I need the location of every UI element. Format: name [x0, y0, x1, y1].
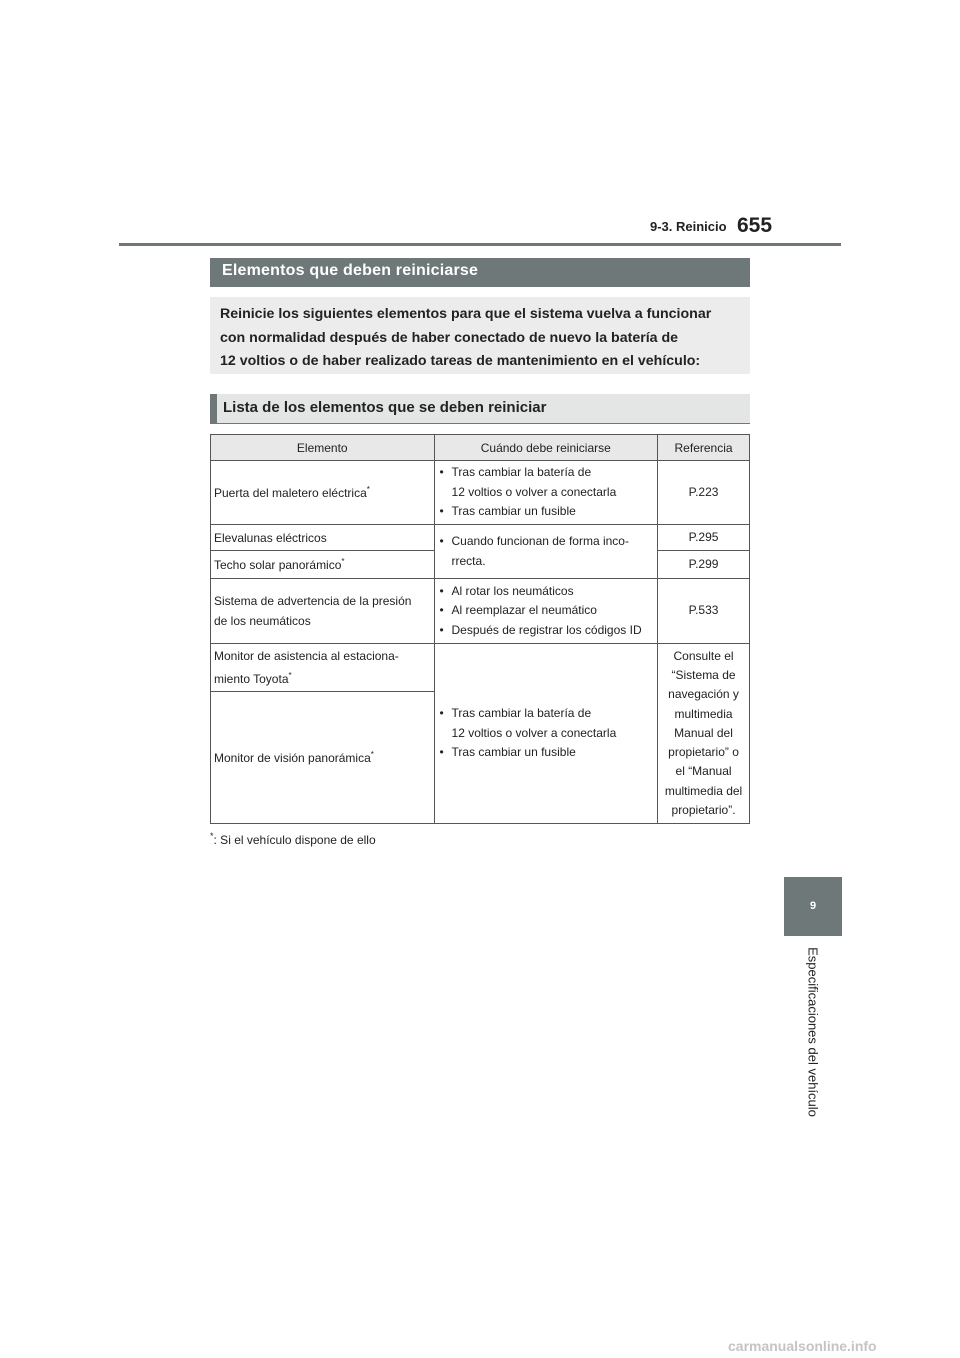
- asterisk-mark: *: [288, 670, 292, 680]
- asterisk-mark: *: [341, 556, 345, 566]
- asterisk-mark: *: [210, 831, 214, 841]
- element-name: Puerta del maletero eléctrica: [214, 485, 367, 500]
- reference-line: Manual del: [674, 725, 733, 740]
- list-item: [440, 463, 658, 502]
- element-name: Monitor de asistencia al estaciona-: [214, 648, 399, 663]
- element-name: miento Toyota: [214, 671, 289, 686]
- element-name: de los neumáticos: [214, 614, 311, 628]
- reference-line: navegación y: [668, 687, 739, 702]
- reference-line: propietario” o: [668, 745, 739, 760]
- element-cell: [211, 692, 435, 824]
- reference-cell: P.299: [658, 551, 750, 579]
- watermark: carmanualsonline.info: [728, 1338, 877, 1354]
- subsection-accent-bar: [210, 394, 217, 423]
- chapter-tab[interactable]: 9: [784, 877, 842, 936]
- bullet-line: Tras cambiar un fusible: [451, 504, 576, 519]
- element-cell: [211, 579, 435, 644]
- when-cell: [434, 644, 658, 824]
- element-name: Monitor de visión panorámica: [214, 750, 371, 765]
- table-header-row: [211, 435, 750, 461]
- when-cell: [434, 525, 658, 579]
- column-header-element: Elemento: [211, 435, 435, 461]
- reference-cell: P.533: [658, 579, 750, 644]
- table-row: [211, 461, 750, 525]
- reference-cell: [658, 644, 750, 824]
- element-name: Sistema de advertencia de la presión: [214, 594, 412, 608]
- element-cell: [211, 551, 435, 579]
- table-row: [211, 644, 750, 692]
- bullet-line: Tras cambiar la batería de: [451, 706, 592, 721]
- intro-line: 12 voltios o de haber realizado tareas de mantenimiento en el vehículo:: [220, 353, 701, 369]
- list-item: [440, 601, 658, 620]
- intro-line: con normalidad después de haber conectado de nuevo la batería de: [220, 329, 679, 346]
- reference-line: “Sistema de: [671, 668, 736, 683]
- when-cell: [434, 579, 658, 644]
- footnote-text: : Si el vehículo dispone de ello: [213, 833, 376, 847]
- table-row: [211, 525, 750, 551]
- element-name: Techo solar panorámico: [214, 557, 342, 572]
- list-item: [440, 621, 658, 640]
- section-label: 9-3. Reinicio: [650, 219, 727, 234]
- reset-items-table: [210, 434, 750, 824]
- bullet-line: Tras cambiar un fusible: [451, 745, 576, 760]
- reference-cell: P.223: [658, 461, 750, 525]
- bullet-line: 12 voltios o volver a conectarla: [451, 484, 617, 499]
- column-header-reference: Referencia: [658, 435, 750, 461]
- reference-cell: P.295: [658, 525, 750, 551]
- list-item: [440, 704, 658, 743]
- bullet-line: Cuando funcionan de forma inco-: [451, 534, 629, 549]
- element-cell: [211, 525, 435, 551]
- intro-box: [210, 297, 750, 374]
- asterisk-mark: *: [366, 484, 370, 494]
- bullet-line: Tras cambiar la batería de: [451, 465, 592, 480]
- footnote: [210, 833, 376, 847]
- element-name: Elevalunas eléctricos: [214, 530, 327, 545]
- page-number: 655: [737, 214, 773, 237]
- subsection-header: [210, 394, 750, 424]
- reference-line: propietario”.: [671, 802, 736, 817]
- section-title: Elementos que deben reiniciarse: [210, 258, 750, 287]
- subsection-title: Lista de los elementos que se deben reiniciar: [223, 399, 547, 416]
- bullet-line: Al rotar los neumáticos: [451, 583, 574, 598]
- intro-line: Reinicie los siguientes elementos para que el sistema vuelva a funcionar: [220, 306, 712, 322]
- bullet-line: rrecta.: [451, 553, 486, 568]
- bullet-line: Al reemplazar el neumático: [451, 603, 597, 618]
- element-cell: [211, 644, 435, 692]
- chapter-title: Especificaciones del vehículo: [805, 947, 821, 1117]
- bullet-line: 12 voltios o volver a conectarla: [451, 725, 617, 740]
- when-cell: [434, 461, 658, 525]
- asterisk-mark: *: [370, 749, 374, 759]
- reference-line: multimedia del: [664, 783, 743, 798]
- list-item: [440, 532, 658, 571]
- header-divider: [119, 243, 841, 246]
- reference-line: Consulte el: [673, 649, 734, 664]
- element-cell: [211, 461, 435, 525]
- reference-line: multimedia: [674, 706, 733, 721]
- list-item: [440, 743, 658, 762]
- bullet-line: Después de registrar los códigos ID: [451, 622, 642, 637]
- table-row: [211, 579, 750, 644]
- column-header-when: Cuándo debe reiniciarse: [434, 435, 658, 461]
- reference-line: el “Manual: [675, 764, 732, 779]
- list-item: [440, 502, 658, 521]
- list-item: [440, 582, 658, 601]
